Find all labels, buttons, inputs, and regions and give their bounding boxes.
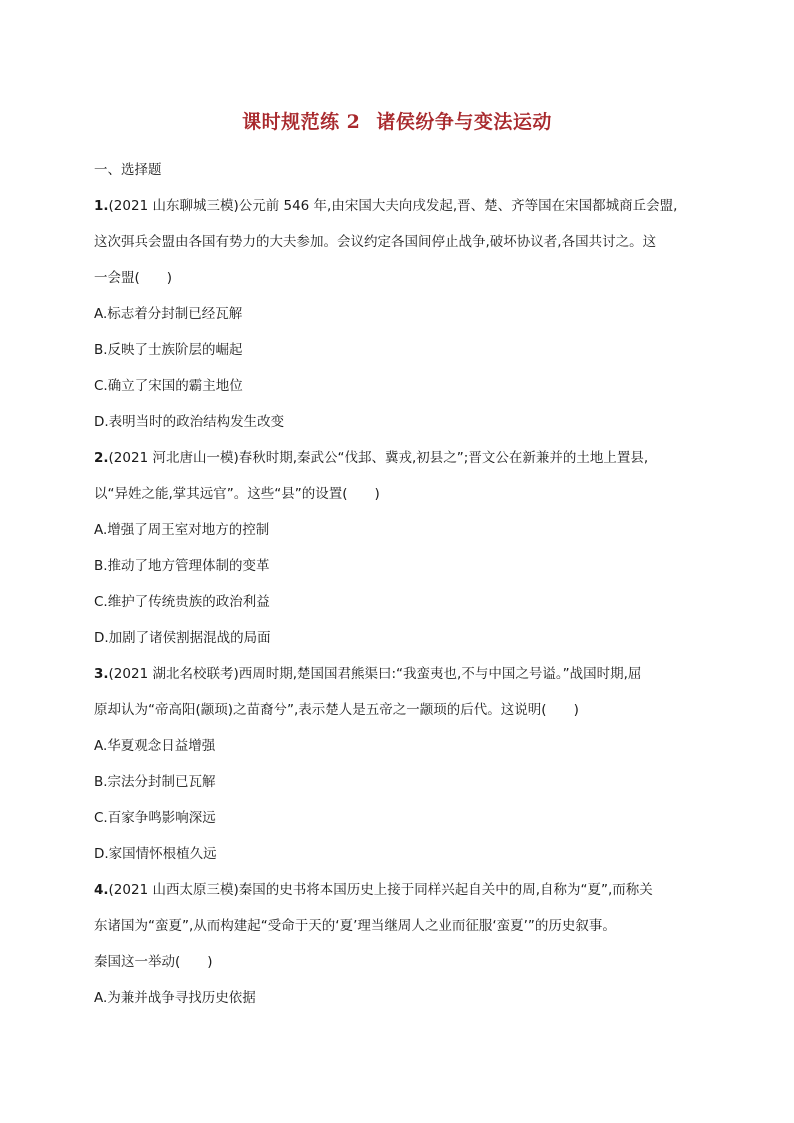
title-lesson: 课时规范练 2 xyxy=(242,111,361,133)
question-number: 4. xyxy=(94,882,109,898)
question-text: (2021 山东聊城三模)公元前 546 年,由宋国大夫向戌发起,晋、楚、齐等国在宋国都城商丘会盟, xyxy=(108,198,678,214)
question-stem-line: 东诸国为“蛮夏”,从而构建起“受命于天的‘夏’理当继周人之业而征服‘蛮夏’”的历史叙事。 xyxy=(94,918,616,934)
question-3 xyxy=(94,656,708,872)
section-heading: 一、选择题 xyxy=(94,162,162,178)
option-a: A.为兼并战争寻找历史依据 xyxy=(94,990,256,1006)
option-d: D.加剧了诸侯割据混战的局面 xyxy=(94,630,271,646)
option-d: D.表明当时的政治结构发生改变 xyxy=(94,414,285,430)
option-c: C.维护了传统贵族的政治利益 xyxy=(94,594,270,610)
question-number: 2. xyxy=(94,450,109,466)
option-c: C.百家争鸣影响深远 xyxy=(94,810,216,826)
question-stem-line: 一会盟( ) xyxy=(94,270,173,286)
page-title xyxy=(0,107,794,134)
question-2 xyxy=(94,440,708,656)
option-c: C.确立了宋国的霸主地位 xyxy=(94,378,243,394)
document-body xyxy=(94,152,708,1016)
question-stem-line: 原却认为“帝高阳(颛顼)之苗裔兮”,表示楚人是五帝之一颛顼的后代。这说明( ) xyxy=(94,702,579,718)
question-text: (2021 河北唐山一模)春秋时期,秦武公“伐邽、冀戎,初县之”;晋文公在新兼并的土地上置县, xyxy=(108,450,649,466)
title-topic: 诸侯纷争与变法运动 xyxy=(376,111,552,133)
question-text: (2021 山西太原三模)秦国的史书将本国历史上接于同样兴起自关中的周,自称为“夏”,而称关 xyxy=(108,882,653,898)
question-stem-line: 这次弭兵会盟由各国有势力的大夫参加。会议约定各国间停止战争,破坏协议者,各国共讨之。这 xyxy=(94,234,657,250)
question-text: (2021 湖北名校联考)西周时期,楚国国君熊渠曰:“我蛮夷也,不与中国之号谥。”战国时期,屈 xyxy=(108,666,642,682)
option-a: A.标志着分封制已经瓦解 xyxy=(94,306,243,322)
option-b: B.反映了士族阶层的崛起 xyxy=(94,342,243,358)
question-number: 3. xyxy=(94,666,109,682)
option-a: A.增强了周王室对地方的控制 xyxy=(94,522,270,538)
question-stem-line: 以“异姓之能,掌其远官”。这些“县”的设置( ) xyxy=(94,486,380,502)
question-stem-line xyxy=(94,188,708,224)
option-b: B.推动了地方管理体制的变革 xyxy=(94,558,270,574)
question-number: 1. xyxy=(94,198,109,214)
question-stem-line: 秦国这一举动( ) xyxy=(94,954,213,970)
option-d: D.家国情怀根植久远 xyxy=(94,846,217,862)
question-1 xyxy=(94,188,708,440)
question-stem-line xyxy=(94,440,708,476)
question-stem-line xyxy=(94,872,708,908)
question-4 xyxy=(94,872,708,1016)
option-a: A.华夏观念日益增强 xyxy=(94,738,216,754)
option-b: B.宗法分封制已瓦解 xyxy=(94,774,216,790)
question-stem-line xyxy=(94,656,708,692)
